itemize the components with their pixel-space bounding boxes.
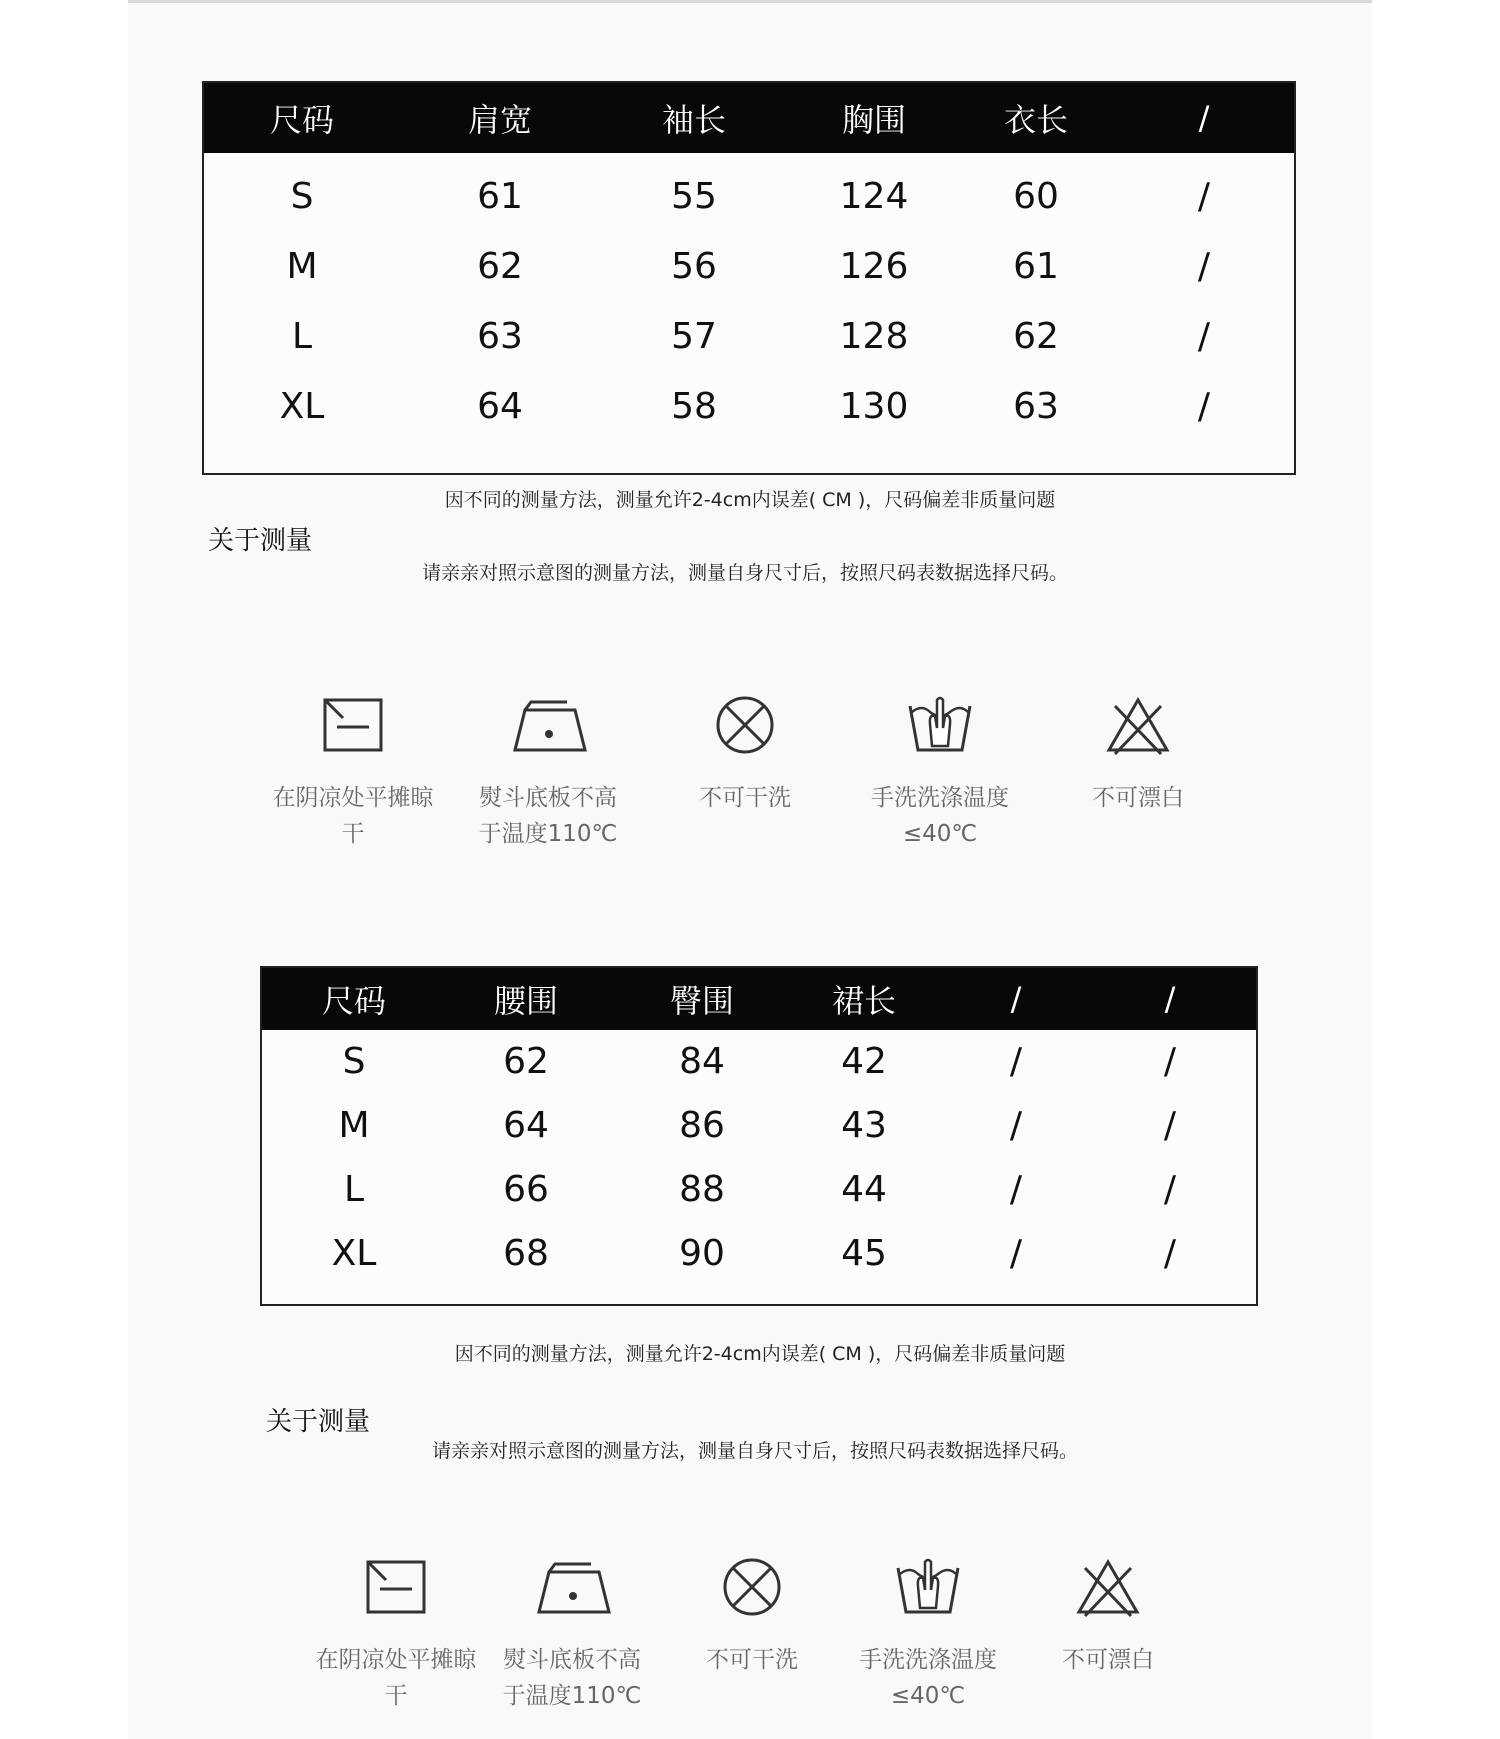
table-cell: XL <box>279 385 325 427</box>
table-header-cell: 袖长 <box>661 101 727 139</box>
dry-flat-shade-icon <box>258 692 448 758</box>
table-cell: S <box>342 1040 366 1082</box>
care-instruction <box>650 692 840 816</box>
top-measurement-note: 因不同的测量方法，测量允许2-4cm内误差( CM )，尺码偏差非质量问题 <box>444 489 1056 511</box>
table-cell: 61 <box>1013 245 1059 287</box>
table-cell: / <box>1197 175 1211 217</box>
top-divider <box>128 0 1372 3</box>
care-instruction <box>453 692 643 852</box>
bottom-about-title: 关于测量 <box>266 1407 371 1437</box>
table-cell: M <box>286 245 318 287</box>
care-instruction <box>301 1554 491 1714</box>
bottom-measurement-note: 因不同的测量方法，测量允许2-4cm内误差( CM )，尺码偏差非质量问题 <box>454 1343 1066 1365</box>
table-cell: 64 <box>503 1104 549 1146</box>
care-caption: 不可干洗 <box>699 785 791 811</box>
table-header-cell: 尺码 <box>321 982 387 1020</box>
table-row <box>262 1158 1256 1220</box>
table-cell: 86 <box>679 1104 725 1146</box>
no-dry-clean-icon <box>650 692 840 758</box>
iron-low-icon <box>477 1554 667 1620</box>
table-cell: 58 <box>671 385 717 427</box>
table-header-cell: 腰围 <box>493 982 559 1020</box>
care-caption: 手洗洗涤温度≤40℃ <box>859 1647 997 1709</box>
table-cell: / <box>1197 245 1211 287</box>
table-cell: 66 <box>503 1168 549 1210</box>
table-cell: 42 <box>841 1040 887 1082</box>
table-cell: 128 <box>839 315 909 357</box>
table-cell: 124 <box>839 175 909 217</box>
table-cell: 55 <box>671 175 717 217</box>
care-caption: 不可干洗 <box>706 1647 798 1673</box>
care-caption: 在阴凉处平摊晾干 <box>272 785 434 847</box>
table-cell: / <box>1009 1168 1023 1210</box>
table-header-cell: / <box>1010 980 1022 1018</box>
care-instruction <box>1043 692 1233 816</box>
table-row <box>262 1030 1256 1092</box>
care-caption: 熨斗底板不高于温度110℃ <box>502 1647 642 1709</box>
table-cell: 62 <box>477 245 523 287</box>
table-cell: / <box>1197 385 1211 427</box>
table-header-row <box>204 83 1294 153</box>
table-header-cell: 尺码 <box>269 101 335 139</box>
table-cell: XL <box>331 1232 377 1274</box>
table-row <box>204 305 1294 367</box>
bottom-about-text: 请亲亲对照示意图的测量方法，测量自身尺寸后，按照尺码表数据选择尺码。 <box>431 1440 1079 1462</box>
no-bleach-icon <box>1043 692 1233 758</box>
care-caption: 熨斗底板不高于温度110℃ <box>478 785 618 847</box>
table-cell: / <box>1163 1104 1177 1146</box>
table-cell: 60 <box>1013 175 1059 217</box>
table-cell: / <box>1163 1040 1177 1082</box>
table-row <box>204 235 1294 297</box>
top-about-text: 请亲亲对照示意图的测量方法，测量自身尺寸后，按照尺码表数据选择尺码。 <box>421 562 1069 584</box>
care-caption: 不可漂白 <box>1092 785 1184 811</box>
care-instruction <box>833 1554 1023 1714</box>
table-cell: / <box>1009 1040 1023 1082</box>
table-row <box>204 375 1294 437</box>
table-header-cell: 肩宽 <box>467 101 533 139</box>
table-cell: 45 <box>841 1232 887 1274</box>
table-cell: / <box>1163 1168 1177 1210</box>
table-cell: 63 <box>1013 385 1059 427</box>
table-cell: 68 <box>503 1232 549 1274</box>
care-instruction <box>258 692 448 852</box>
table-cell: L <box>291 315 313 357</box>
table-header-row <box>262 968 1256 1030</box>
table-cell: / <box>1009 1104 1023 1146</box>
table-row <box>204 165 1294 227</box>
table-cell: 84 <box>679 1040 725 1082</box>
table-cell: 90 <box>679 1232 725 1274</box>
no-dry-clean-icon <box>657 1554 847 1620</box>
table-cell: / <box>1163 1232 1177 1274</box>
table-cell: 57 <box>671 315 717 357</box>
table-cell: 62 <box>503 1040 549 1082</box>
table-cell: 61 <box>477 175 523 217</box>
table-row <box>262 1094 1256 1156</box>
care-caption: 手洗洗涤温度≤40℃ <box>871 785 1009 847</box>
table-cell: / <box>1009 1232 1023 1274</box>
table-cell: 130 <box>839 385 909 427</box>
table-header-cell: 臀围 <box>669 982 735 1020</box>
top-about-title: 关于测量 <box>208 526 313 556</box>
care-instruction <box>845 692 1035 852</box>
table-cell: / <box>1197 315 1211 357</box>
hand-wash-icon <box>833 1554 1023 1620</box>
table-header-cell: 裙长 <box>831 982 897 1020</box>
dry-flat-shade-icon <box>301 1554 491 1620</box>
care-instruction <box>1013 1554 1203 1678</box>
table-cell: 63 <box>477 315 523 357</box>
table-cell: 56 <box>671 245 717 287</box>
table-header-cell: 衣长 <box>1003 101 1069 139</box>
table-cell: 88 <box>679 1168 725 1210</box>
table-cell: 126 <box>839 245 909 287</box>
table-row <box>262 1222 1256 1284</box>
hand-wash-icon <box>845 692 1035 758</box>
top-size-table <box>202 81 1296 475</box>
table-cell: L <box>343 1168 365 1210</box>
bottom-size-table <box>260 966 1258 1306</box>
table-cell: S <box>290 175 314 217</box>
table-cell: 44 <box>841 1168 887 1210</box>
care-instruction <box>477 1554 667 1714</box>
table-header-cell: 胸围 <box>841 101 907 139</box>
no-bleach-icon <box>1013 1554 1203 1620</box>
table-cell: M <box>338 1104 370 1146</box>
table-header-cell: / <box>1198 99 1210 137</box>
table-cell: 64 <box>477 385 523 427</box>
care-instruction <box>657 1554 847 1678</box>
care-caption: 在阴凉处平摊晾干 <box>315 1647 477 1709</box>
care-caption: 不可漂白 <box>1062 1647 1154 1673</box>
iron-low-icon <box>453 692 643 758</box>
table-cell: 62 <box>1013 315 1059 357</box>
table-header-cell: / <box>1164 980 1176 1018</box>
table-cell: 43 <box>841 1104 887 1146</box>
